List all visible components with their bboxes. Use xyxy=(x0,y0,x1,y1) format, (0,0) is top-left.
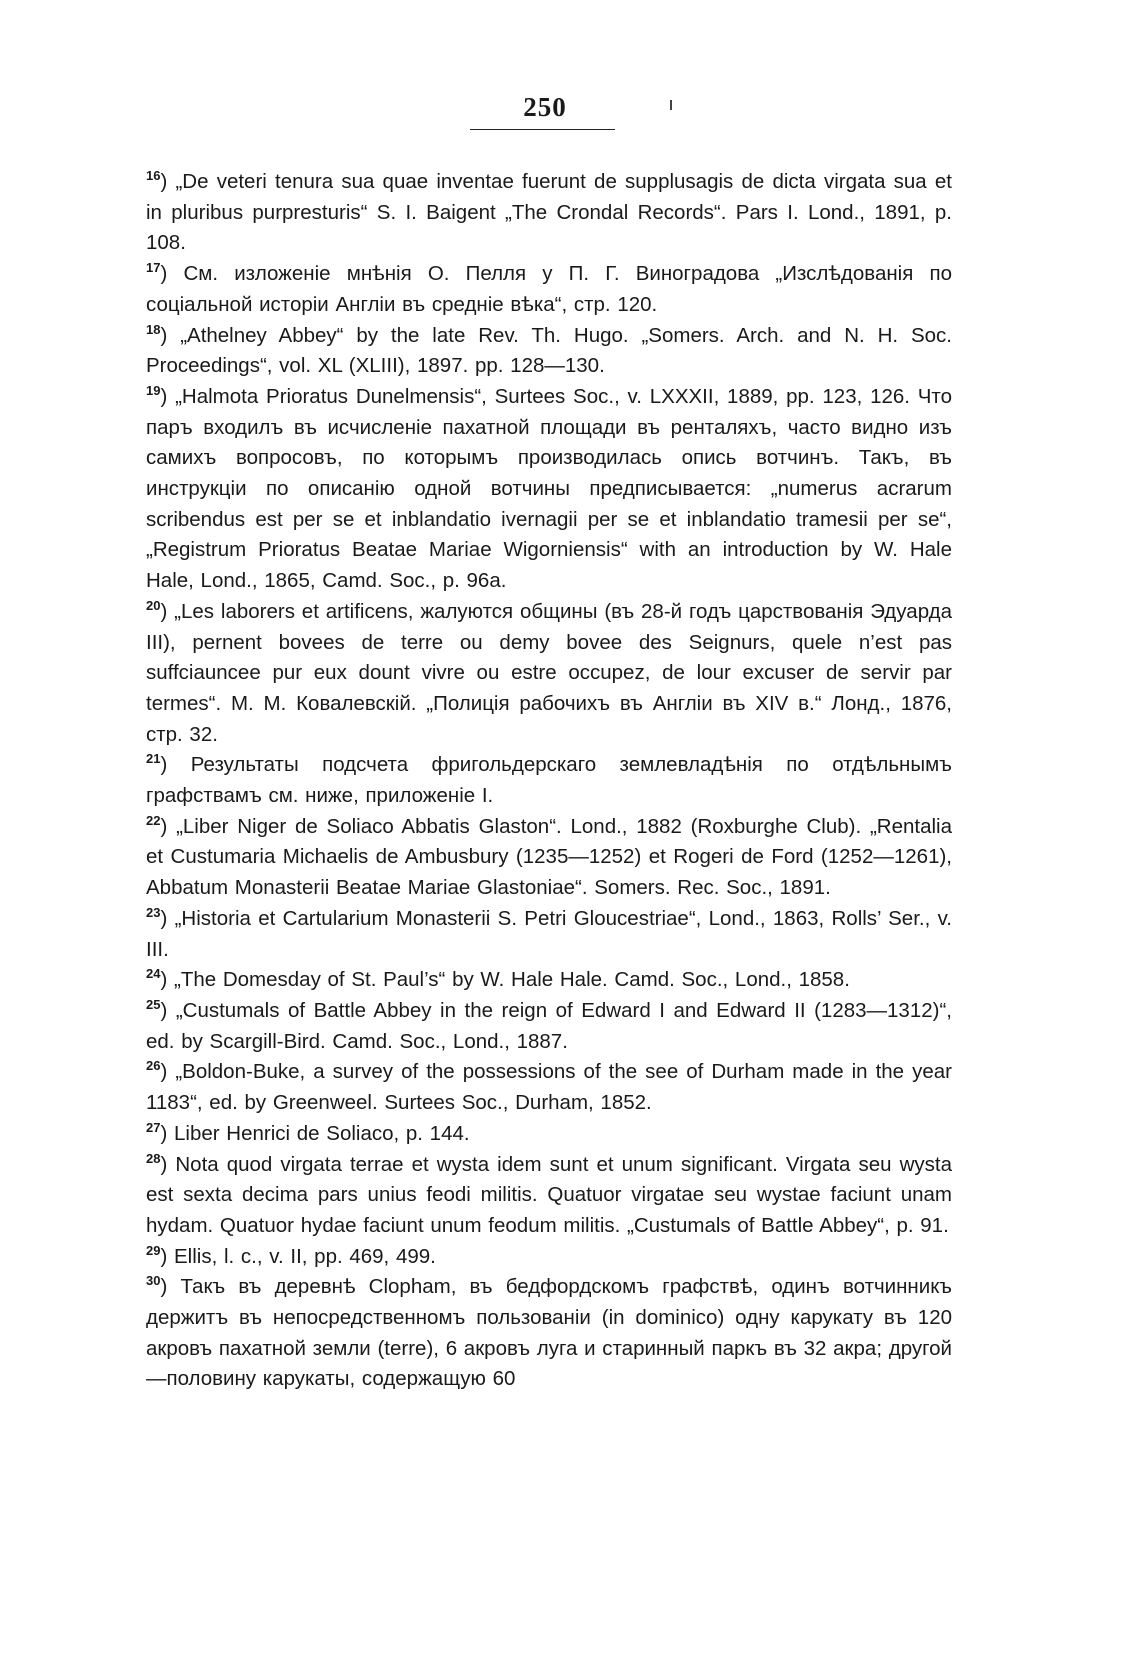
footnote-number: 27 xyxy=(146,1119,161,1135)
footnotes xyxy=(146,167,952,1395)
footnote-number: 21 xyxy=(146,751,161,767)
header-rule xyxy=(470,129,615,130)
footnote: $^{16}$) „De veteri tenura sua quae inventae fuerunt de supplusagis de dicta virgata sua et in pluribus purpresturis“ S. I. Baigent „The Crondal Records“. Pars I. Lond., 1891, p. 108. xyxy=(146,168,952,255)
footnote-text: Результаты подсчета фригольдерскаго землевладѣнія по отдѣльнымъ графствамъ см. ниже, приложеніе I. xyxy=(146,753,952,808)
footnote-text: „Boldon-Buke, a survey of the possessions of the see of Durham made in the year 1183“, ed. by Greenweel. Surtees Soc., Durham, 1852. xyxy=(146,1060,952,1115)
footnote-text: „Les laborers et artificens, жалуются общины (въ 28-й годъ царствованія Эдуарда III), pernent bovees de terre ou demy bovee des Seignurs, quele n’est pas suffciauncee pur eux dount vivre ou estre occupez, de lour excuser de servir par termes“. М. М. Ковалевскій. „Полиція рабочихъ въ Англіи въ XIV в.“ Лонд., 1876, стр. 32. xyxy=(146,599,952,746)
footnote: $^{28}$) Nota quod virgata terrae et wysta idem sunt et unum significant. Virgata seu wysta est sexta decima pars unius feodi militis. Quatuor virgatae seu wystae faciunt unam hydam. Quatuor hydae faciunt unum feodum militis. „Custumals of Battle Abbey“, p. 91. xyxy=(146,1150,952,1237)
footnote-text: Такъ въ деревнѣ Clopham, въ бедфордскомъ графствѣ, одинъ вотчинникъ держитъ въ непосредственномъ пользованіи (in dominico) одну карукату въ 120 акровъ пахатной земли (terre), 6 акровъ луга и старинный паркъ въ 32 акра; другой—половину карукаты, содержащую 60 xyxy=(146,1275,952,1391)
footnote-text: „De veteri tenura sua quae inventae fuerunt de supplusagis de dicta virgata sua et in pluribus purpresturis“ S. I. Baigent „The Crondal Records“. Pars I. Lond., 1891, p. 108. xyxy=(146,170,952,255)
footnote: $^{19}$) „Halmota Prioratus Dunelmensis“, Surtees Soc., v. LXXXII, 1889, pp. 123, 126. Что паръ входилъ въ исчисленіе пахатной площади въ ренталяхъ, часто видно изъ самихъ вопросовъ, по которымъ производилась опись вотчинъ. Такъ, въ инструкціи по описанію одной вотчины предписывается: „numerus acrarum scribendus est per se et inblandatio ivernagii per se et inblandatio tramesii per se“, „Registrum Prioratus Beatae Mariae Wigorniensis“ with an introduction by W. Hale Hale, Lond., 1865, Camd. Soc., p. 96a. xyxy=(146,383,952,593)
footnote: $^{21}$) Результаты подсчета фригольдерскаго землевладѣнія по отдѣльнымъ графствамъ см. ниже, приложеніе I. xyxy=(146,751,952,808)
footnote-text: Nota quod virgata terrae et wysta idem sunt et unum significant. Virgata seu wysta est sexta decima pars unius feodi militis. Quatuor virgatae seu wystae faciunt unam hydam. Quatuor hydae faciunt unum feodum militis. „Custumals of Battle Abbey“, p. 91. xyxy=(146,1152,952,1237)
footnote-number: 25 xyxy=(146,997,161,1013)
footnote-text: Liber Henrici de Soliaco, p. 144. xyxy=(174,1121,470,1145)
footnote-text: Ellis, l. c., v. II, pp. 469, 499. xyxy=(174,1244,436,1268)
footnote-number: 23 xyxy=(146,905,161,921)
footnote: $^{22}$) „Liber Niger de Soliaco Abbatis Glaston“. Lond., 1882 (Roxburghe Club). „Rentalia et Custumaria Michaelis de Ambusbury (1235—1252) et Rogeri de Ford (1252—1261), Abbatum Monasterii Beatae Mariae Glastoniae“. Somers. Rec. Soc., 1891. xyxy=(146,812,952,900)
footnote-number: 28 xyxy=(146,1150,161,1166)
print-mark xyxy=(670,100,672,110)
footnote-text: „Athelney Abbey“ by the late Rev. Th. Hugo. „Somers. Arch. and N. H. Soc. Proceedings“, vol. XL (XLIII), 1897. pp. 128—130. xyxy=(146,323,952,378)
footnote-text: См. изложеніе мнѣнія О. Пелля у П. Г. Виноградова „Изслѣдованія по соціальной исторіи Англіи въ средніе вѣка“, стр. 120. xyxy=(146,262,952,316)
page-number: 250 xyxy=(523,92,567,122)
footnote-text: „Historia et Cartularium Monasterii S. Petri Gloucestriae“, Lond., 1863, Rolls’ Ser., v. III. xyxy=(146,906,952,961)
footnote: $^{24}$) „The Domesday of St. Paul’s“ by W. Hale Hale. Camd. Soc., Lond., 1858. xyxy=(146,966,850,992)
footnote-number: 19 xyxy=(146,383,161,399)
footnote: $^{30}$) Такъ въ деревнѣ Clopham, въ бедфордскомъ графствѣ, одинъ вотчинникъ держитъ въ непосредственномъ пользованіи (in dominico) одну карукату въ 120 акровъ пахатной земли (terre), 6 акровъ луга и старинный паркъ въ 32 акра; другой—половину карукаты, содержащую 60 xyxy=(146,1273,952,1391)
footnote-text: „Liber Niger de Soliaco Abbatis Glaston“. Lond., 1882 (Roxburghe Club). „Rentalia et Custumaria Michaelis de Ambusbury (1235—1252) et Rogeri de Ford (1252—1261), Abbatum Monasterii Beatae Mariae Glastoniae“. Somers. Rec. Soc., 1891. xyxy=(146,814,952,900)
footnote-number: 29 xyxy=(146,1242,161,1258)
footnote: $^{29}$) Ellis, l. c., v. II, pp. 469, 499. xyxy=(146,1242,436,1268)
footnote-number: 17 xyxy=(146,260,161,276)
footnote: $^{26}$) „Boldon-Buke, a survey of the possessions of the see of Durham made in the year 1183“, ed. by Greenweel. Surtees Soc., Durham, 1852. xyxy=(146,1058,952,1115)
footnote-text: „Custumals of Battle Abbey in the reign of Edward I and Edward II (1283—1312)“, ed. by Scargill-Bird. Camd. Soc., Lond., 1887. xyxy=(146,998,952,1053)
footnote: $^{25}$) „Custumals of Battle Abbey in the reign of Edward I and Edward II (1283—1312)“, ed. by Scargill-Bird. Camd. Soc., Lond., 1887. xyxy=(146,997,952,1053)
footnote: $^{23}$) „Historia et Cartularium Monasterii S. Petri Gloucestriae“, Lond., 1863, Rolls’ Ser., v. III. xyxy=(146,905,952,961)
footnote-number: 16 xyxy=(146,168,161,184)
footnote-number: 20 xyxy=(146,598,161,614)
footnote: $^{20}$) „Les laborers et artificens, жалуются общины (въ 28-й годъ царствованія Эдуарда III), pernent bovees de terre ou demy bovee des Seignurs, quele n’est pas suffciauncee pur eux dount vivre ou estre occupez, de lour excuser de servir par termes“. М. М. Ковалевскій. „Полиція рабочихъ въ Англіи въ XIV в.“ Лонд., 1876, стр. 32. xyxy=(146,598,952,746)
footnote-number: 18 xyxy=(146,321,161,337)
footnote-text: „The Domesday of St. Paul’s“ by W. Hale Hale. Camd. Soc., Lond., 1858. xyxy=(174,968,850,992)
footnote-text: „Halmota Prioratus Dunelmensis“, Surtees Soc., v. LXXXII, 1889, pp. 123, 126. Что паръ входилъ въ исчисленіе пахатной площади въ ренталяхъ, часто видно изъ самихъ вопросовъ, по которымъ производилась опись вотчинъ. Такъ, въ инструкціи по описанію одной вотчины предписывается: „numerus acrarum scribendus est per se et inblandatio ivernagii per se et inblandatio tramesii per se“, „Registrum Prioratus Beatae Mariae Wigorniensis“ with an introduction by W. Hale Hale, Lond., 1865, Camd. Soc., p. 96a. xyxy=(146,384,952,593)
footnote-number: 26 xyxy=(146,1058,161,1074)
footnote: $^{18}$) „Athelney Abbey“ by the late Rev. Th. Hugo. „Somers. Arch. and N. H. Soc. Proceedings“, vol. XL (XLIII), 1897. pp. 128—130. xyxy=(146,321,952,378)
footnote-number: 24 xyxy=(146,966,161,982)
footnote-number: 22 xyxy=(146,812,161,828)
footnote: $^{17}$) См. изложеніе мнѣнія О. Пелля у П. Г. Виноградова „Изслѣдованія по соціальной исторіи Англіи въ средніе вѣка“, стр. 120. xyxy=(146,260,952,316)
footnote: $^{27}$) Liber Henrici de Soliaco, p. 144. xyxy=(146,1119,470,1145)
footnote-number: 30 xyxy=(146,1273,161,1289)
